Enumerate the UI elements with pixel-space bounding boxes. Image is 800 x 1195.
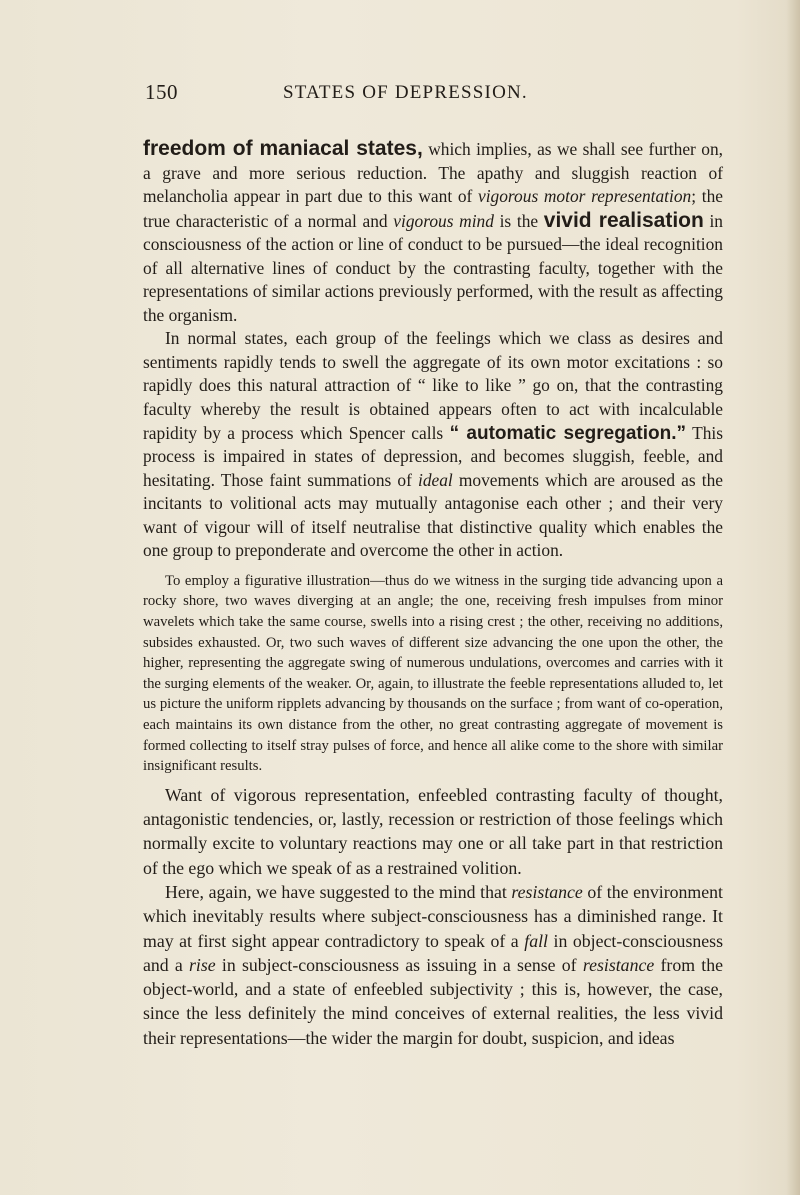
- bold-automatic-segregation: “ automatic segregation.”: [449, 422, 686, 444]
- paragraph-2: In normal states, each group of the feelings which we class as desires and sentiments rapidly tends to swell the aggregate of its own motor excitations : so rapidly does this natural attraction of “ like to like ” go on, that the contrasting faculty whereby the result is obtained appears often to act with incalculable rapidity by a process which Spencer calls “ automatic segregation.” This process is impaired in states of depression, and becomes sluggish, feeble, and hesitating. Those faint summations of ideal movements which are aroused as the incitants to volitional acts may mutually antagonise each other ; and their very want of vigour will of itself neutralise that distinctive quality which enables the one group to preponderate and overcome the other in action.: [143, 328, 723, 561]
- bold-vivid-realisation: vivid realisation: [543, 208, 704, 232]
- page-number: 150: [145, 80, 178, 104]
- emphasis-resistance-1: resistance: [511, 881, 583, 902]
- emphasis-ideal: ideal: [417, 469, 453, 490]
- paragraph-1: freedom of maniacal states, which implies, as we shall see further on, a grave and more serious reduction. The apathy and sluggish reaction of melancholia appear in part due to this want of vigorous motor representation; the true characteristic of a normal and vigorous mind is the vivid realisation in consciousness of the action or line of conduct to be pursued—the ideal recognition of all alternative lines of conduct by the contrasting faculty, together with the representations of similar actions previously performed, with the result as affecting the organism.: [143, 137, 723, 325]
- paragraph-4: Want of vigorous representation, enfeebled contrasting faculty of thought, antagonistic tendencies, or, lastly, recession or restriction of those feelings which normally excite to voluntary reactions may one or all take part in that restriction of the ego which we speak of as a restrained volition.: [143, 784, 723, 878]
- emphasis-fall: fall: [524, 930, 548, 951]
- bold-lead-phrase: freedom of maniacal states,: [143, 137, 423, 160]
- paragraph-illustration: To employ a figurative illustration—thus do we witness in the surging tide advancing upon a rocky shore, two waves diverging at an angle; the one, receiving fresh impulses from minor wavelets which take the same course, swells into a rising crest ; the other, receiving no additions, subsides exhausted. Or, two such waves of different size advancing the one upon the other, the higher, representing the aggregate swing of numerous undulations, overcomes and carries with it the surging elements of the weaker. Or, again, to illustrate the feeble representations alluded to, let us picture the uniform ripplets advancing by thousands on the surface ; from want of co-operation, each maintains its own distance from the other, no great contrasting aggregate of movement is formed collecting to itself stray pulses of force, and hence all alike come to the shore with similar insignificant results.: [143, 572, 723, 775]
- page-header: [145, 80, 725, 110]
- page-edge-shadow: [786, 0, 800, 1195]
- body-text: [143, 137, 723, 1050]
- emphasis-rise: rise: [189, 954, 216, 975]
- emphasis-vigorous-motor-representation: vigorous motor representation: [477, 186, 692, 207]
- emphasis-vigorous-mind: vigorous mind: [393, 210, 494, 231]
- emphasis-resistance-2: resistance: [582, 954, 655, 975]
- paragraph-5: Here, again, we have suggested to the mind that resistance of the environment which inevitably results where subject-consciousness has a diminished range. It may at first sight appear contradictory to speak of a fall in object-consciousness and a rise in subject-consciousness as issuing in a sense of resistance from the object-world, and a state of enfeebled subjectivity ; this is, however, the case, since the less definitely the mind conceives of external realities, the less vivid their representations—the wider the margin for doubt, suspicion, and ideas: [143, 881, 723, 1048]
- running-head: STATES OF DEPRESSION.: [283, 82, 528, 103]
